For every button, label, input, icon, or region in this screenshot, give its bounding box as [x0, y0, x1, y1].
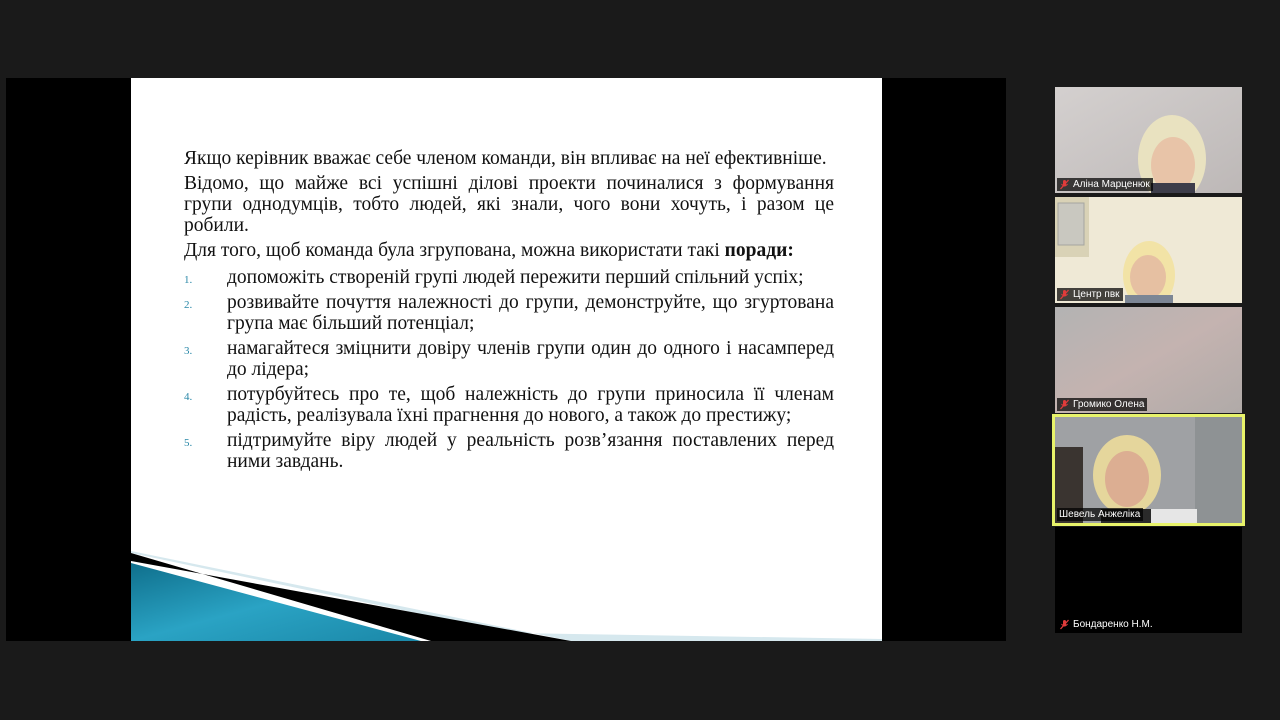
tip-number: 5. [184, 437, 193, 449]
slide-content [184, 148, 834, 476]
participant-tile-3[interactable] [1055, 307, 1242, 413]
mic-muted-icon [1059, 289, 1070, 300]
tip-number: 1. [184, 274, 193, 286]
slide-decoration [131, 551, 882, 641]
tip-text: потурбуйтесь про те, щоб належність до групи приносила її членам радість, реалізувала їхні прагнення до нового, а також до престижу; [227, 384, 834, 426]
participant-name-label [1057, 178, 1153, 191]
tip-text: намагайтеся зміцнити довіру членів групи один до одного і насамперед до лідера; [227, 338, 834, 380]
participant-name-label [1057, 398, 1147, 411]
screen-share-area[interactable] [6, 78, 1006, 641]
participant-name-label [1057, 618, 1156, 631]
mic-muted-icon [1059, 399, 1070, 410]
tip-item [184, 292, 834, 334]
participant-name: Шевель Анжеліка [1059, 509, 1141, 520]
tip-item [184, 430, 834, 472]
mic-muted-icon [1059, 619, 1070, 630]
participant-tile-2[interactable] [1055, 197, 1242, 303]
participant-name: Бондаренко Н.М. [1073, 619, 1153, 630]
participant-tile-4-active-speaker[interactable] [1055, 417, 1242, 523]
participant-name: Центр пвк [1073, 289, 1120, 300]
tip-text: підтримуйте віру людей у реальність розв’язання поставлених перед ними завдань. [227, 430, 834, 472]
slide-intro-text: Для того, щоб команда була згрупована, можна використати такі [184, 240, 720, 261]
mic-muted-icon [1059, 179, 1070, 190]
slide-intro-bold: поради: [724, 240, 794, 261]
participant-name: Громико Олена [1073, 399, 1145, 410]
tip-number: 3. [184, 345, 193, 357]
participant-tile-5[interactable] [1055, 527, 1242, 633]
participant-name-label [1057, 508, 1143, 521]
tip-item [184, 384, 834, 426]
tip-item [184, 267, 834, 288]
tips-list [184, 267, 834, 472]
tip-item [184, 338, 834, 380]
slide-paragraph-3 [184, 240, 834, 261]
tip-number: 4. [184, 391, 193, 403]
tip-text: розвивайте почуття належності до групи, демонструйте, що згуртована група має більший потенціал; [227, 292, 834, 334]
tip-text: допоможіть створеній групі людей пережити перший спільний успіх; [227, 267, 804, 288]
participant-name: Аліна Марценюк [1073, 179, 1150, 190]
participant-name-label [1057, 288, 1123, 301]
tip-number: 2. [184, 299, 193, 311]
slide-paragraph-2: Відомо, що майже всі успішні ділові проекти починалися з формування групи однодумців, тобто людей, які знали, чого вони хочуть, і разом це робили. [184, 173, 834, 236]
participant-tile-1[interactable] [1055, 87, 1242, 193]
presentation-slide [131, 78, 882, 641]
slide-paragraph-1: Якщо керівник вважає себе членом команди, він впливає на неї ефективніше. [184, 148, 827, 169]
